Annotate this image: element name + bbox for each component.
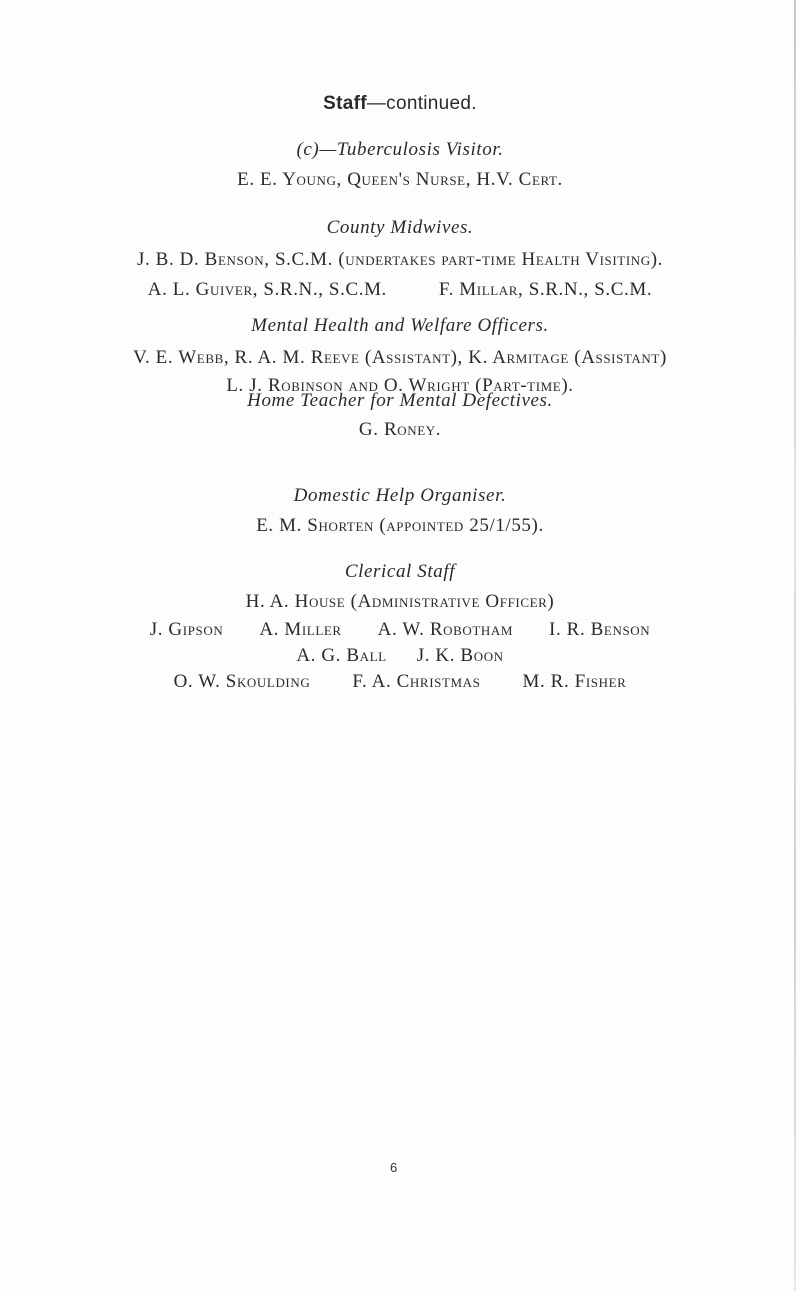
- clerical-row-4: [0, 670, 800, 694]
- home-teacher-line: G. Roney.: [358, 419, 442, 440]
- clerical-row-3: [0, 644, 800, 668]
- clerk-christmas: F. A. Christmas: [352, 671, 481, 692]
- heading-continued: —continued.: [366, 93, 477, 114]
- tb-visitor-title: (c)—Tuberculosis Visitor.: [296, 139, 504, 160]
- midwife-guiver: A. L. Guiver, S.R.N., S.C.M.: [147, 279, 387, 300]
- clerk-miller: A. Miller: [259, 619, 342, 640]
- domestic-help-line: E. M. Shorten (appointed 25/1/55).: [256, 515, 544, 536]
- clerk-boon: J. K. Boon: [416, 645, 504, 666]
- midwives-line-2: [0, 278, 800, 302]
- clerical-line-1: H. A. House (Administrative Officer): [245, 591, 555, 612]
- clerk-robotham: A. W. Robotham: [377, 619, 514, 640]
- clerk-fisher: M. R. Fisher: [522, 671, 627, 692]
- clerk-ball: A. G. Ball: [296, 645, 387, 666]
- domestic-help-title: Domestic Help Organiser.: [293, 485, 507, 506]
- clerical-row-2: [0, 618, 800, 642]
- midwife-millar: F. Millar, S.R.N., S.C.M.: [438, 279, 653, 300]
- mental-health-title: Mental Health and Welfare Officers.: [251, 315, 549, 336]
- clerk-gipson: J. Gipson: [149, 619, 224, 640]
- page-number: 6: [390, 1160, 398, 1175]
- home-teacher-title: Home Teacher for Mental Defectives.: [247, 390, 553, 411]
- clerical-title: Clerical Staff: [344, 561, 456, 582]
- clerk-benson: I. R. Benson: [549, 619, 651, 640]
- page-heading: [0, 92, 800, 116]
- midwives-line-1: J. B. D. Benson, S.C.M. (undertakes part-time Health Visiting).: [136, 249, 664, 270]
- clerk-skoulding: O. W. Skoulding: [173, 671, 311, 692]
- mental-health-line-2: L. J. Robinson and O. Wright (Part-time).: [226, 375, 574, 396]
- mental-health-line-1: V. E. Webb, R. A. M. Reeve (Assistant), K. Armitage (Assistant): [133, 347, 667, 368]
- tb-visitor-line: E. E. Young, Queen's Nurse, H.V. Cert.: [237, 169, 563, 190]
- heading-staff: Staff: [323, 93, 367, 114]
- midwives-title: County Midwives.: [326, 217, 474, 238]
